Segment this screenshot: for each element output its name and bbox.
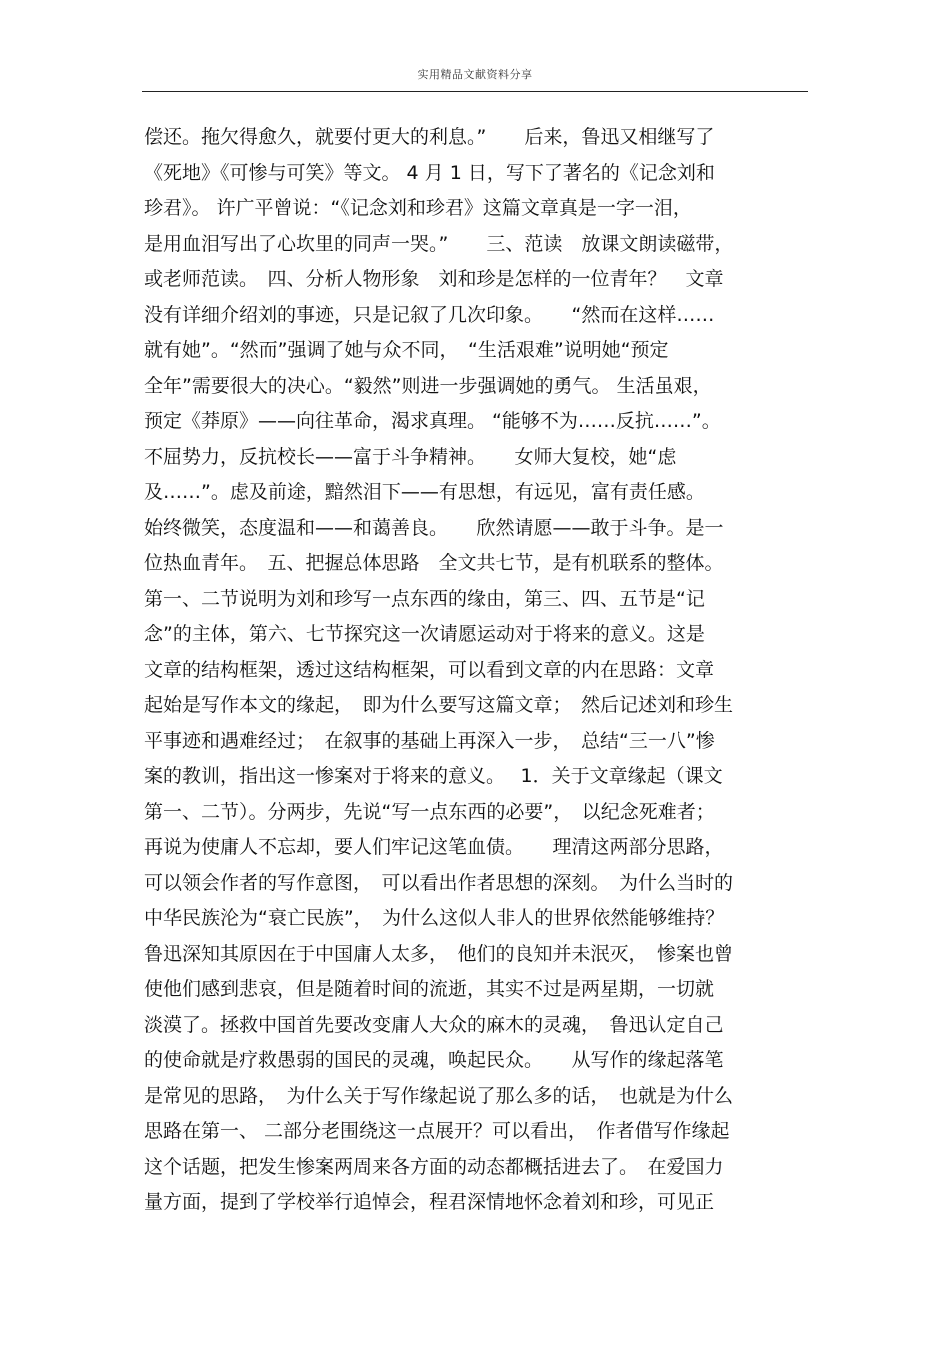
text-line: 《死地》《可惨与可笑》等文。 4 月 1 日，写下了著名的《记念刘和: [144, 161, 715, 184]
running-header: 实用精品文献资料分享: [417, 68, 533, 81]
text-line: 始终微笑，态度温和——和蔼善良。 欣然请愿——敢于斗争。是一: [144, 516, 724, 539]
text-line: 是用血泪写出了心坎里的同声一哭。” 三、范读 放课文朗读磁带，: [144, 232, 734, 255]
text-line: 这个话题，把发生惨案两周来各方面的动态都概括进去了。 在爱国力: [144, 1155, 724, 1178]
header-divider: [142, 91, 808, 92]
text-line: 案的教训，指出这一惨案对于将来的意义。 1．关于文章缘起（课文: [144, 765, 723, 787]
text-line: 文章的结构框架，透过这结构框架，可以看到文章的内在思路：文章: [144, 658, 715, 681]
text-line: 珍君》。 许广平曾说：“《记念刘和珍君》这篇文章真是一字一泪，: [144, 197, 692, 219]
text-line: 念”的主体，第六、七节探究这一次请愿运动对于将来的意义。这是: [144, 623, 705, 645]
text-line: 可以领会作者的写作意图， 可以看出作者思想的深刻。 为什么当时的: [144, 871, 734, 894]
text-line: 不屈势力，反抗校长——富于斗争精神。 女师大复校，她“虑: [144, 445, 677, 468]
text-line: 是常见的思路， 为什么关于写作缘起说了那么多的话， 也就是为什么: [144, 1084, 734, 1107]
text-line: 预定《莽原》——向往革命，渴求真理。 “能够不为……反抗……”。: [144, 410, 721, 432]
text-line: 第一、二节说明为刘和珍写一点东西的缘由，第三、四、五节是“记: [144, 587, 705, 610]
text-line: 使他们感到悲哀，但是随着时间的流逝，其实不过是两星期，一切就: [144, 978, 715, 1000]
text-line: 位热血青年。 五、把握总体思路 全文共七节，是有机联系的整体。: [144, 552, 724, 574]
text-line: 量方面，提到了学校举行追悼会，程君深情地怀念着刘和珍，可见正: [144, 1191, 715, 1213]
text-line: 偿还。拖欠得愈久，就要付更大的利息。” 后来，鲁迅又相继写了: [144, 126, 715, 148]
body-text: [144, 120, 824, 1221]
text-line: 第一、二节）。分两步，先说“写一点东西的必要”， 以纪念死难者；: [144, 800, 715, 823]
text-line: 或老师范读。 四、分析人物形象 刘和珍是怎样的一位青年？ 文章: [144, 268, 724, 290]
text-line: 思路在第一、 二部分老围绕这一点展开？可以看出， 作者借写作缘起: [144, 1120, 730, 1142]
text-line: 淡漠了。拯救中国首先要改变庸人大众的麻木的灵魂， 鲁迅认定自己: [144, 1013, 724, 1036]
text-line: 就有她”。“然而”强调了她与众不同， “生活艰难”说明她“预定: [144, 339, 669, 361]
text-line: 中华民族沦为“衰亡民族”， 为什么这似人非人的世界依然能够维持？: [144, 907, 725, 929]
text-line: 起始是写作本文的缘起， 即为什么要写这篇文章； 然后记述刘和珍生: [144, 694, 734, 716]
text-line: 及……”。虑及前途，黯然泪下——有思想，有远见，富有责任感。: [144, 481, 705, 503]
text-line: 的使命就是疗救愚弱的国民的灵魂，唤起民众。 从写作的缘起落笔: [144, 1049, 724, 1071]
text-line: 鲁迅深知其原因在于中国庸人太多， 他们的良知并未泯灭， 惨案也曾: [144, 942, 734, 965]
text-line: 再说为使庸人不忘却，要人们牢记这笔血债。 理清这两部分思路，: [144, 836, 724, 858]
text-line: 平事迹和遇难经过； 在叙事的基础上再深入一步， 总结“三一八”惨: [144, 729, 715, 752]
text-line: 没有详细介绍刘的事迹，只是记叙了几次印象。 “然而在这样……: [144, 303, 715, 326]
text-line: 全年”需要很大的决心。“毅然”则进一步强调她的勇气。 生活虽艰，: [144, 374, 712, 397]
